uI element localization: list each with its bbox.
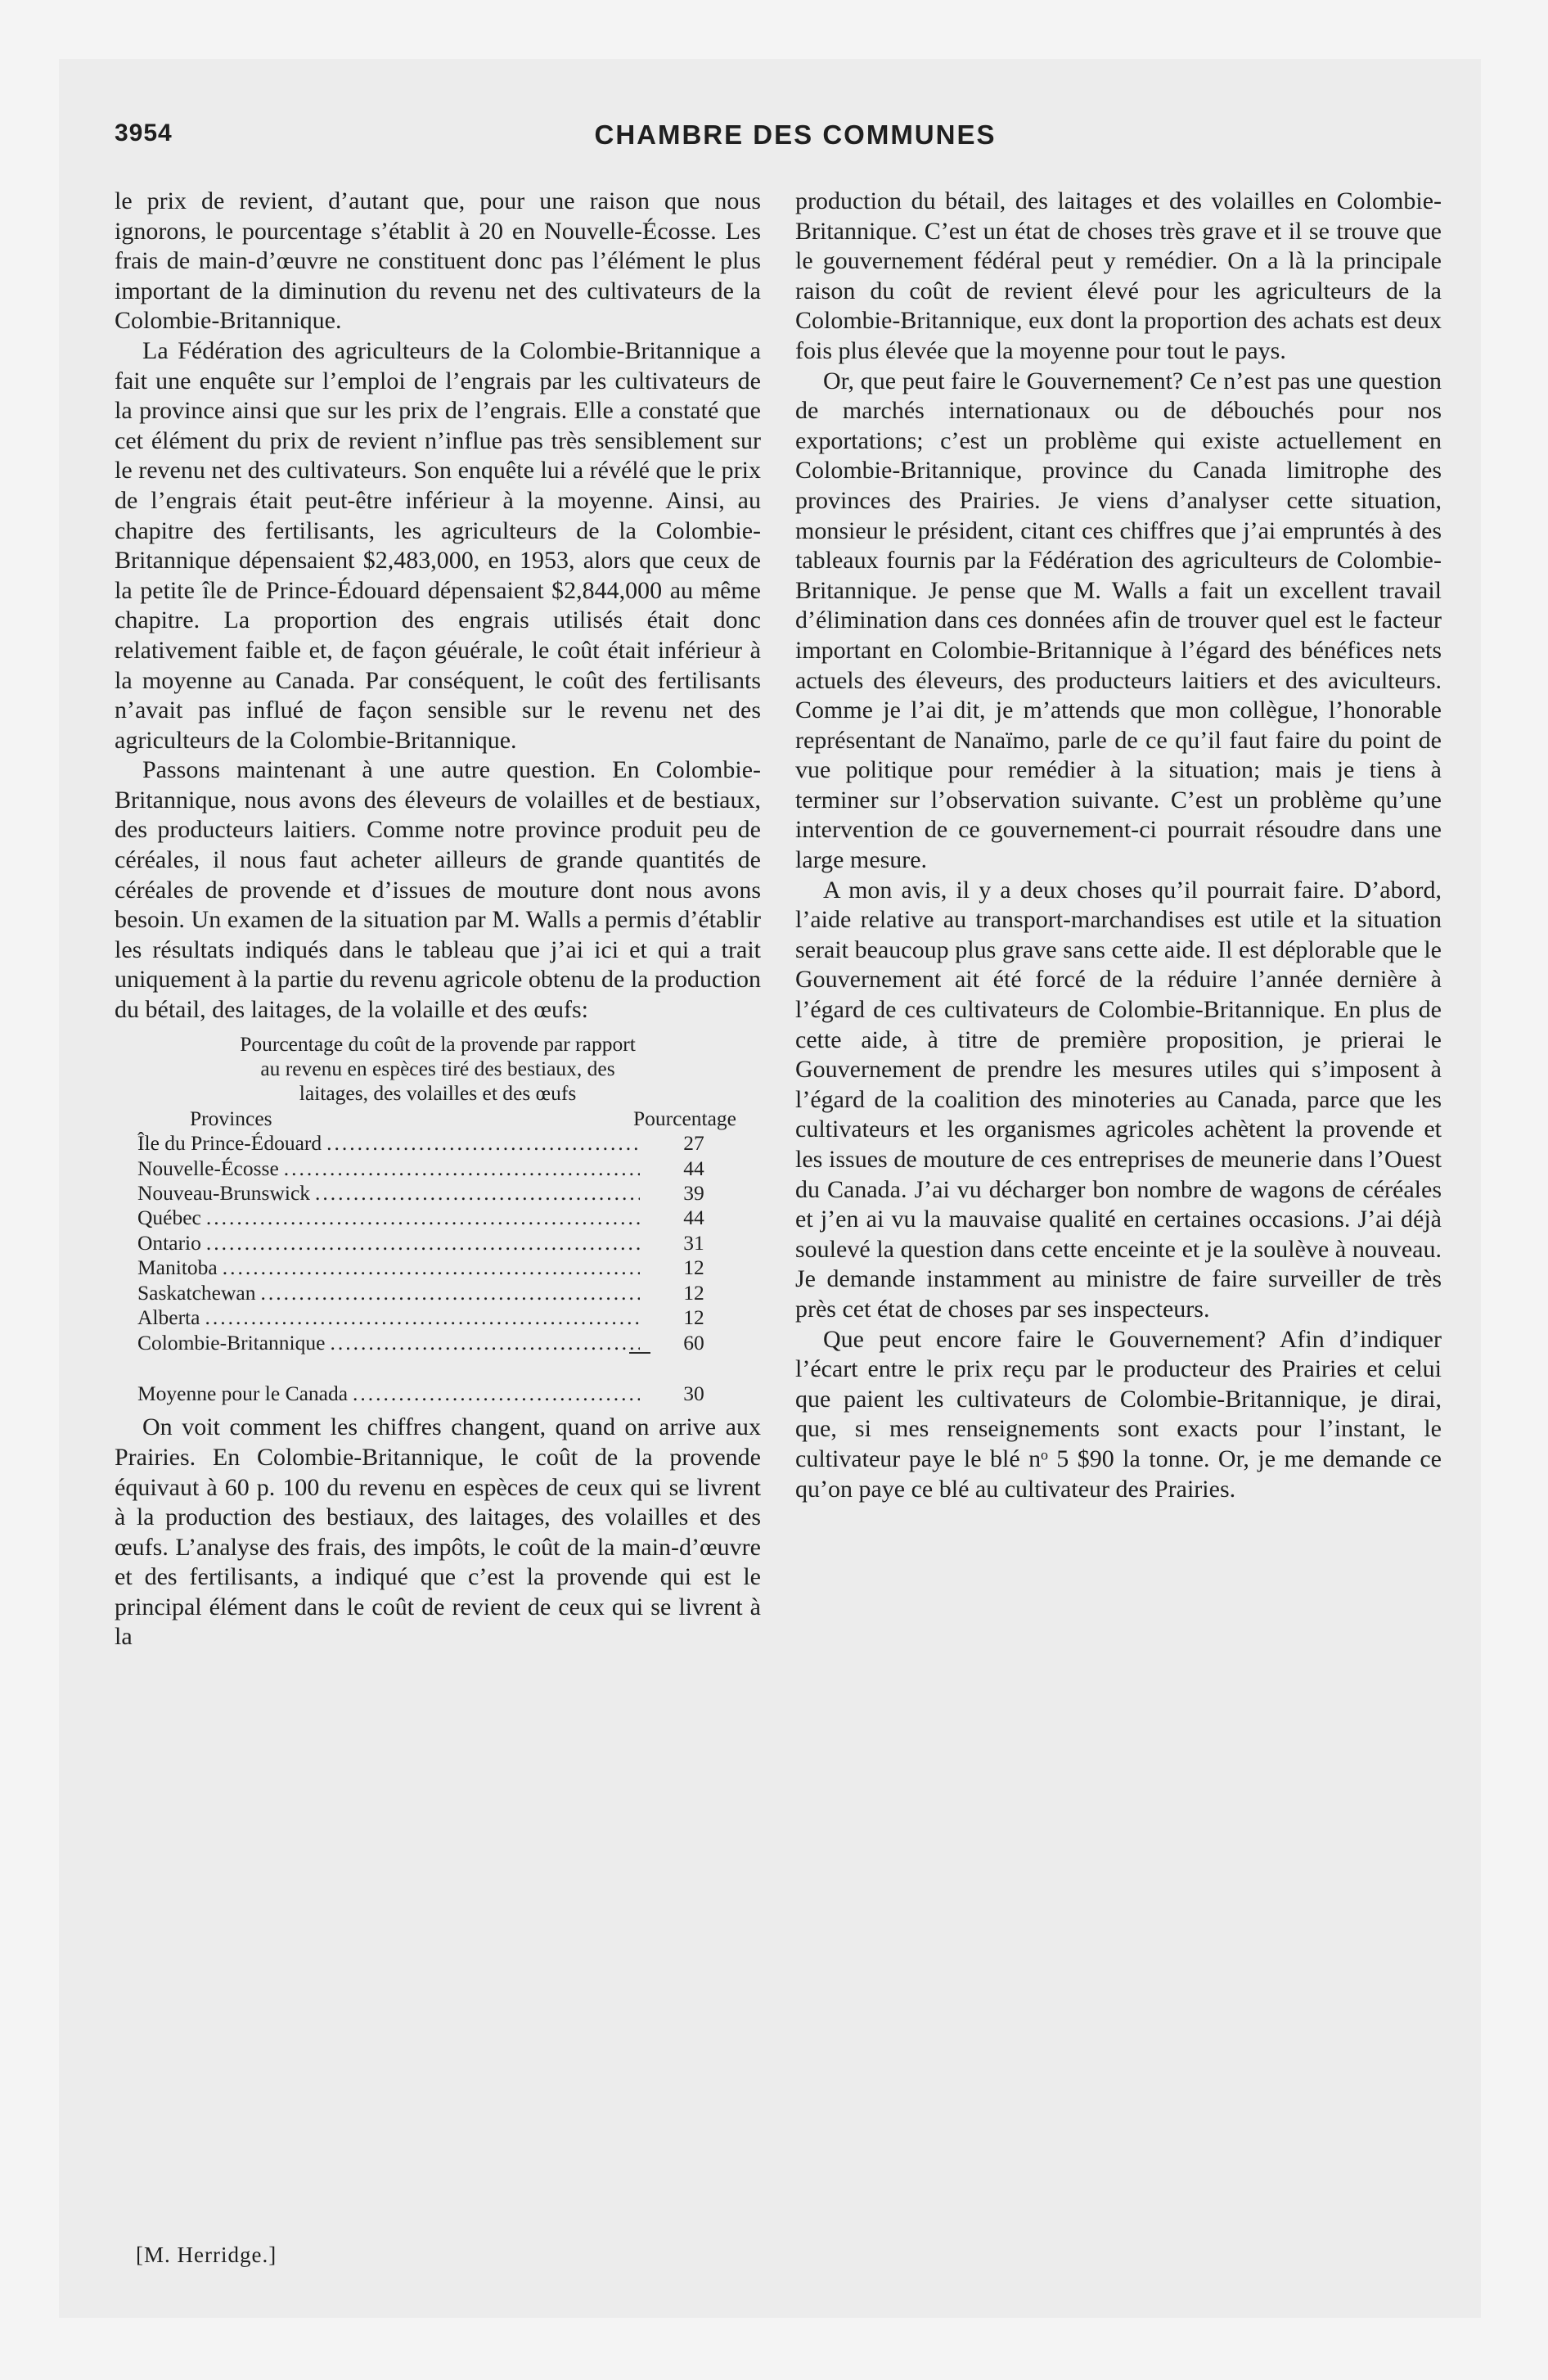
paragraph: Passons maintenant à une autre question. En Colombie-Britannique, nous avons des éleveurs de volailles et de bestiaux, des producteurs laitiers. Comme notre province produit peu de céréales, il nous faut acheter ailleurs de grande quantités de céréales de provende et d’issues de mouture dont nous avons besoin. Un examen de la situation par M. Walls a permis d’établir les résultats indiqués dans le tableau que j’ai ici et qui a trait uniquement à la partie du revenu agricole obtenu de la production du bétail, des laitages, de la volaille et des œufs: [115, 756, 761, 1024]
dot-leader [206, 1231, 640, 1255]
row-percent: 44 [683, 1206, 704, 1230]
paragraph: Que peut encore faire le Gouvernement? Afin d’indiquer l’écart entre le prix reçu par le producteur des Prairies et celui que paient les cultivateurs de Colombie-Britannique, je dirai, que, si mes renseignements sont exacts pour l’instant, le cultivateur paye le blé nᵒ 5 $90 la tonne. Or, je me demande ce qu’on paye ce blé au cultivateur des Prairies. [795, 1325, 1442, 1503]
average-label: Moyenne pour le Canada [137, 1381, 349, 1405]
table-row [115, 1305, 743, 1330]
row-province: Québec [137, 1206, 201, 1230]
dot-leader [284, 1156, 640, 1181]
paragraph: A mon avis, il y a deux choses qu’il pourrait faire. D’abord, l’aide relative au transport-marchandises est utile et la situation serait beaucoup plus grave sans cette aide. Il est déplorable que le Gouvernement ait été forcé de la réduire l’année dernière à l’égard de ces cultivateurs de Colombie-Britannique. En plus de cette aide, à titre de première proposition, je prierai le Gouvernement de prendre les mesures utiles qui s’imposent à l’égard de la coalition des minoteries au Canada, parce que les cultivateurs et les organismes agricoles achètent la provende et les issues de mouture de ces entreprises de meunerie dans l’Ouest du Canada. J’ai vu décharger bon nombre de wagons de céréales et j’en ai vu la mauvaise qualité en certaines occasions. J’ai déjà soulevé la question dans cette enceinte et je la soulève à nouveau. Je demande instamment au ministre de faire surveiller de très près cet état de choses par ses inspecteurs. [795, 876, 1442, 1323]
row-province: Nouveau-Brunswick [137, 1181, 311, 1206]
paragraph: production du bétail, des laitages et des volailles en Colombie-Britannique. C’est un état de choses très grave et il se trouve que le gouvernement fédéral peut y remédier. On a là la principale raison du coût de revient élevé pour les agriculteurs de la Colombie-Britannique, eux dont la proportion des achats est deux fois plus élevée que la moyenne pour tout le pays. [795, 187, 1442, 364]
table-row [115, 1131, 743, 1156]
dot-leader [330, 1331, 640, 1355]
paragraph: le prix de revient, d’autant que, pour une raison que nous ignorons, le pourcentage s’établit à 20 en Nouvelle-Écosse. Les frais de main-d’œuvre ne constituent donc pas l’élément le plus important de la diminution du revenu net des cultivateurs de la Colombie-Britannique. [115, 187, 761, 335]
dot-leader [326, 1131, 640, 1156]
row-province: Nouvelle-Écosse [137, 1156, 279, 1180]
paragraph: La Fédération des agriculteurs de la Colombie-Britannique a fait une enquête sur l’emploi de l’engrais par les cultivateurs de la province ainsi que sur les prix de l’engrais. Elle a constaté que cet élément du prix de revient n’influe pas très sensiblement sur le revenu net des cultivateurs. Son enquête lui a révélé que le prix de l’engrais était peut-être inférieur à la moyenne. Ainsi, au chapitre des fertilisants, les agriculteurs de la Colombie-Britannique dépensaient $2,483,000, en 1953, alors que ceux de la petite île de Prince-Édouard dépensaient $2,844,000 au même chapitre. La proportion des engrais utilisés était donc relativement faible et, de façon géuérale, le coût était inférieur à la moyenne au Canada. Par conséquent, le coût des fertilisants n’avait pas influé de façon sensible sur le revenu net des agriculteurs de la Colombie-Britannique. [115, 336, 761, 754]
table-caption [115, 1032, 761, 1107]
row-province: Alberta [137, 1305, 200, 1330]
dot-leader [206, 1206, 640, 1230]
row-percent: 31 [683, 1230, 704, 1255]
table-header [115, 1107, 761, 1131]
running-title: CHAMBRE DES COMMUNES [594, 119, 997, 150]
table-row [115, 1206, 743, 1230]
row-province: Colombie-Britannique [137, 1330, 326, 1355]
dot-leader [315, 1181, 640, 1206]
row-percent: 39 [683, 1181, 704, 1206]
table-row [115, 1156, 743, 1181]
table-row [115, 1281, 743, 1305]
row-percent: 12 [683, 1305, 704, 1330]
left-column [115, 187, 761, 1652]
row-percent: 60 [683, 1330, 704, 1355]
speaker-attribution: [M. Herridge.] [136, 2243, 277, 2267]
table-caption-line: laitages, des volailles et des œufs [299, 1081, 577, 1106]
row-province: Ontario [137, 1230, 201, 1255]
column-header-percent: Pourcentage [632, 1106, 736, 1130]
dot-leader [260, 1281, 640, 1305]
page-header [115, 119, 1430, 156]
row-percent: 12 [683, 1280, 704, 1305]
feed-cost-table [115, 1032, 761, 1407]
table-average-row [115, 1382, 743, 1406]
table-row [115, 1231, 743, 1255]
table-row [115, 1181, 743, 1206]
paragraph: On voit comment les chiffres changent, quand on arrive aux Prairies. En Colombie-Britannique, le coût de la provende équivaut à 60 p. 100 du revenu en espèces de ceux qui se livrent à la production des bestiaux, des laitages, des volailles et des œufs. L’analyse des frais, des impôts, le coût de la main-d’œuvre et des fertilisants, a indiqué que c’est la provende qui est le principal élément dans le coût de revient de ceux qui se livrent à la [115, 1413, 761, 1651]
paragraph: Or, que peut faire le Gouvernement? Ce n’est pas une question de marchés internationaux ou de débouchés pour nos exportations; c’est un problème qui existe actuellement en Colombie-Britannique, province du Canada limitrophe des provinces des Prairies. Je viens d’analyser cette situation, monsieur le président, citant ces chiffres que j’ai empruntés à des tableaux fournis par la Fédération des agriculteurs de Colombie-Britannique. Je pense que M. Walls a fait un excellent travail d’élimination dans ces données afin de trouver quel est le facteur important en Colombie-Britannique à l’égard des bénéfices nets actuels des éleveurs, des producteurs laitiers et des aviculteurs. Comme je l’ai dit, je m’attends que mon collègue, l’honorable représentant de Nanaïmo, parle de ce qu’il faut faire du point de vue politique pour remédier à la situation; mais je tiens à terminer sur l’observation suivante. C’est un problème qu’une intervention de ce gouvernement-ci pourrait résoudre dans une large mesure. [795, 367, 1442, 874]
dot-leader [205, 1305, 640, 1330]
page-number: 3954 [115, 119, 173, 146]
row-percent: 44 [683, 1156, 704, 1180]
dot-leader [353, 1382, 640, 1406]
row-province: Manitoba [137, 1255, 218, 1280]
column-header-provinces: Provinces [190, 1106, 272, 1130]
dot-leader [223, 1255, 640, 1280]
row-percent: 27 [683, 1131, 704, 1156]
row-province: Île du Prince-Édouard [137, 1131, 322, 1156]
average-percent: 30 [683, 1381, 704, 1405]
row-percent: 12 [683, 1255, 704, 1280]
row-province: Saskatchewan [137, 1280, 256, 1305]
table-row [115, 1255, 743, 1280]
table-caption-line: Pourcentage du coût de la provende par rapport [240, 1031, 636, 1056]
right-column [795, 187, 1442, 1504]
table-caption-line: au revenu en espèces tiré des bestiaux, des [260, 1057, 615, 1081]
